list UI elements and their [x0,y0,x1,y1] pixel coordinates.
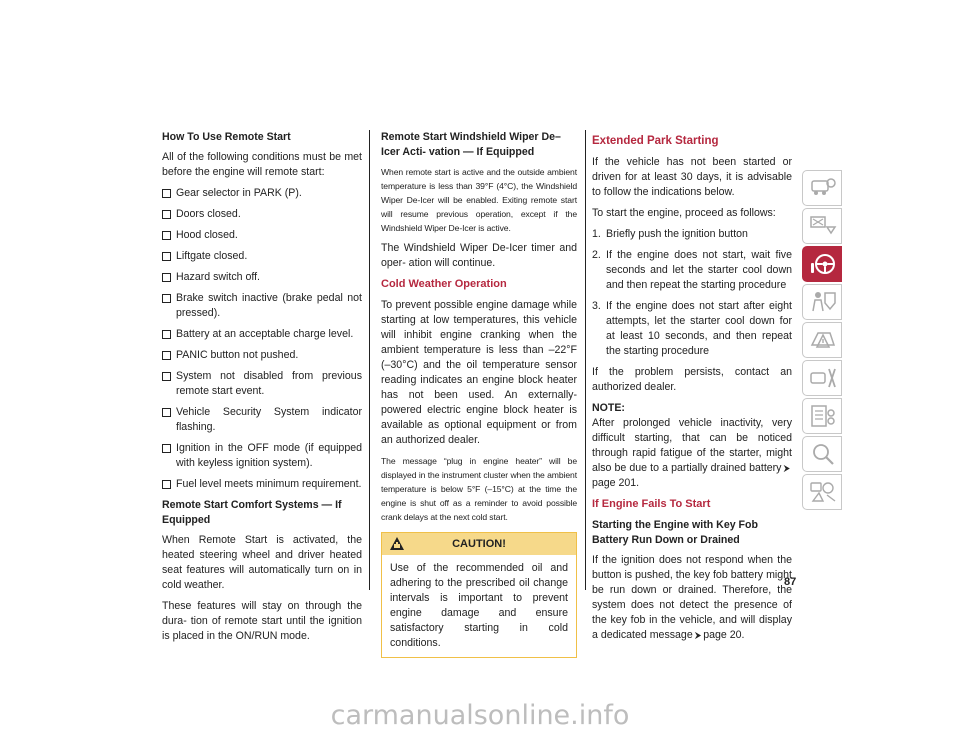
comfort-para-2: These features will stay on through the dura- tion of remote start until the ignition is placed in the ON/RUN mode. [162,600,362,642]
vehicle-info-icon [809,175,837,201]
list-item: Hood closed. [162,228,362,243]
steering-wheel-icon [809,251,837,277]
page-ref-arrow-icon: ⮞ [783,463,790,473]
tab-starting-driving[interactable] [802,246,842,282]
deicer-small-text: When remote start is active and the outside ambient temperature is less than 39°F (4°C), the Windshield Wiper De-Icer will be enabled. Exiting remote start will resume previous operation, except if the Windshield Wiper De-Icer is active. [381,167,577,233]
page-link[interactable]: page 201. [592,477,640,489]
engine-heater-small-text: The message “plug in engine heater” will be displayed in the instrument cluster when the ambient temperature is below 5°F (–15°C) at the time the engine is shut off as a reminder to avoid possible crank delays at the next cold start. [381,456,577,522]
multimedia-icon [809,479,837,505]
heading-how-to-use-remote-start: How To Use Remote Start [162,131,291,143]
tab-multimedia[interactable] [802,474,842,510]
column-divider [585,130,586,590]
tab-specs[interactable] [802,398,842,434]
note-label: NOTE: [592,402,625,414]
start-procedure-intro: To start the engine, proceed as follows: [592,207,776,219]
safety-icon [809,289,837,315]
tab-emergency[interactable] [802,322,842,358]
extended-park-para: If the vehicle has not been started or driven for at least 30 days, it is advisable to follow the indications below. [592,156,792,198]
key-fob-para: If the ignition does not respond when the button is pushed, the key fob battery might be run down or drained. Therefore, the system does not detect the presence of the key fob in the vehicle, and will display a dedicated message ⮞ page 20. [592,554,792,641]
bullet-square-icon [162,210,171,219]
column-divider [369,130,370,590]
heading-wiper-deicer: Remote Start Windshield Wiper De–Icer Acti- vation — If Equipped [381,131,561,158]
heading-comfort-systems: Remote Start Comfort Systems — If Equipped [162,499,342,526]
list-item: Doors closed. [162,207,362,222]
caution-body: Use of the recommended oil and adhering to the prescribed oil change intervals is important to prevent engine damage and ensure satisfactory starting in cold conditions. [390,562,568,649]
intro-text: All of the following conditions must be met before the engine will remote start: [162,151,362,178]
caution-header [382,533,576,555]
bullet-square-icon [162,294,171,303]
bullet-square-icon [162,189,171,198]
list-item: 2. If the engine does not start, wait five seconds and let the starter cool down and then repeat the starting procedure [592,249,792,291]
bullet-square-icon [162,252,171,261]
bullet-square-icon [162,330,171,339]
column-1 [162,130,362,650]
tab-safety[interactable] [802,284,842,320]
conditions-list [162,186,362,492]
heading-engine-fails: If Engine Fails To Start [592,498,711,510]
tab-vehicle-info[interactable] [802,170,842,206]
list-item: Brake switch inactive (brake pedal not pressed). [162,291,362,321]
list-item: 1. Briefly push the ignition button [592,228,748,240]
heading-cold-weather: Cold Weather Operation [381,278,507,290]
note-text: After prolonged vehicle inactivity, very difficult starting, that can be noticed through rapid fatigue of the starter, might also be due to a partially drained battery ⮞page 201. [592,417,792,489]
caution-box [381,532,577,658]
tab-service[interactable] [802,360,842,396]
list-item: Battery at an acceptable charge level. [162,327,362,342]
bullet-square-icon [162,408,171,417]
list-item: PANIC button not pushed. [162,348,362,363]
emergency-icon [809,327,837,353]
chapter-tabs [802,170,842,512]
service-icon [809,365,837,391]
list-item: Gear selector in PARK (P). [162,186,362,201]
list-item: Liftgate closed. [162,249,362,264]
list-item: 3. If the engine does not start after eight attempts, let the starter cool down for at least 10 seconds, and then repeat the starting procedure [592,300,792,357]
comfort-para-1: When Remote Start is activated, the heated steering wheel and driver heated seat features will automatically turn on in cold weather. [162,534,362,591]
page-link[interactable]: page 20. [703,629,745,641]
specs-icon [809,403,837,429]
tab-dashboard[interactable] [802,208,842,244]
bullet-square-icon [162,372,171,381]
list-item: Ignition in the OFF mode (if equipped with keyless ignition system). [162,441,362,471]
column-2 [381,130,577,658]
list-item: Fuel level meets minimum requirement. [162,477,362,492]
bullet-square-icon [162,231,171,240]
bullet-square-icon [162,273,171,282]
deicer-para: The Windshield Wiper De-Icer timer and oper- ation will continue. [381,242,577,269]
page-number: 87 [784,576,797,588]
caution-title: CAUTION! [452,538,506,550]
dealer-para: If the problem persists, contact an authorized dealer. [592,366,792,393]
index-search-icon [809,441,837,467]
list-item: Vehicle Security System indicator flashing. [162,405,362,435]
page-ref-arrow-icon: ⮞ [694,630,702,640]
cold-weather-para: To prevent possible engine damage while starting at low temperatures, this vehicle will inhibit engine cranking when the ambient temperature is less than –22°F (–30°C) and the oil temperature sensor reading indicates an engine block heater has not been used. An externally-powered electric engine block heater is available as optional equipment or from an authorized dealer. [381,299,577,446]
tab-index[interactable] [802,436,842,472]
column-3 [592,130,792,649]
list-item: System not disabled from previous remote start event. [162,369,362,399]
bullet-square-icon [162,351,171,360]
bullet-square-icon [162,480,171,489]
heading-extended-park: Extended Park Starting [592,135,719,147]
watermark: carmanualsonline.info [330,700,630,731]
steps-list [592,227,792,359]
dashboard-icon [809,213,837,239]
heading-key-fob-battery: Starting the Engine with Key Fob Battery Run Down or Drained [592,519,758,546]
bullet-square-icon [162,444,171,453]
list-item: Hazard switch off. [162,270,362,285]
